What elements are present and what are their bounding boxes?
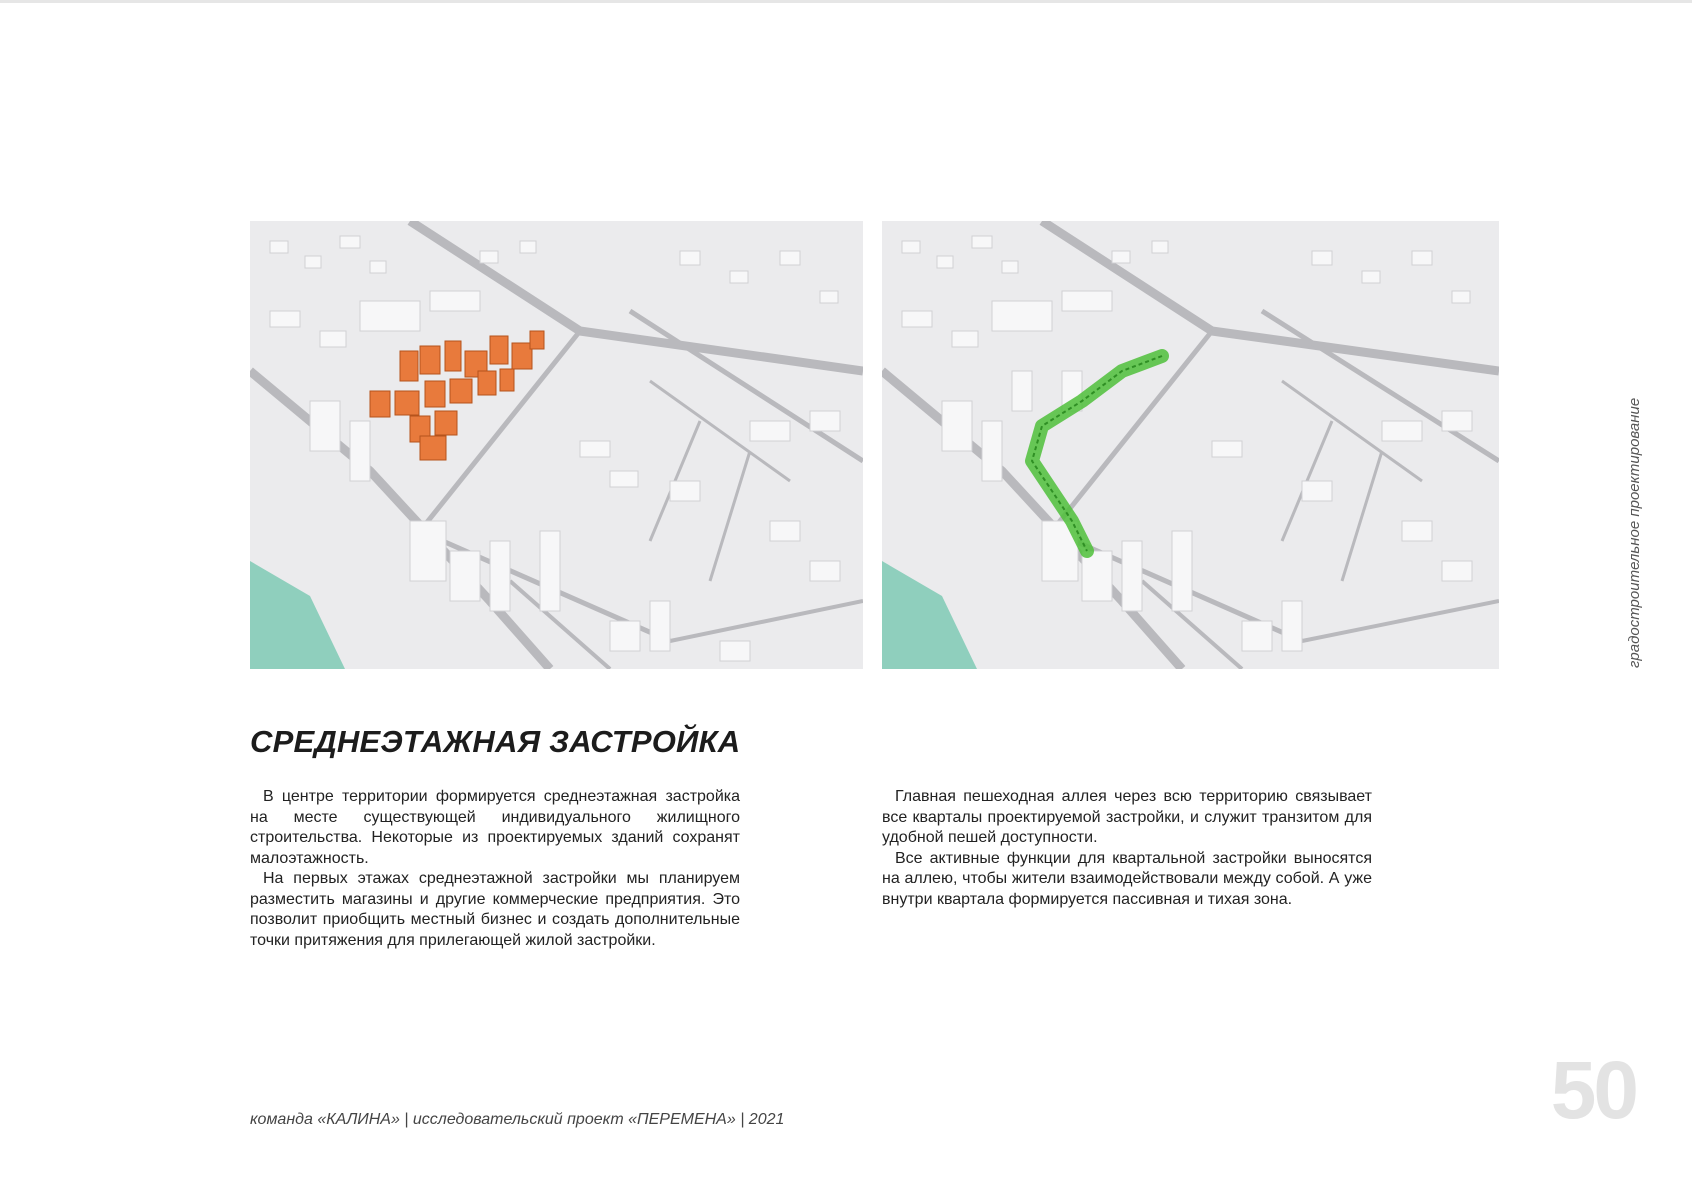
page-number: 50 xyxy=(1550,1045,1636,1136)
paragraph: На первых этажах среднеэтажной застройки мы планируем разместить магазины и другие коммерческие предприятия. Это позволит приобщить местный бизнес и создать дополнительные точки притяжения для прилегающей жилой застройки. xyxy=(250,870,740,949)
map-illustration-left xyxy=(250,221,863,669)
map-illustration-right xyxy=(882,221,1499,669)
map-diagram-middle-rise xyxy=(250,221,863,669)
paragraph: Все активные функции для квартальной застройки выносятся на аллею, чтобы жители взаимодействовали между собой. А уже внутри квартала формируется пассивная и тихая зона. xyxy=(882,849,1372,908)
map-diagram-pedestrian-alley xyxy=(882,221,1499,669)
left-text-column xyxy=(250,787,740,951)
section-title: СРЕДНЕЭТАЖНАЯ ЗАСТРОЙКА xyxy=(250,724,741,759)
paragraph: В центре территории формируется среднеэтажная застройка на месте существующей индивидуального жилищного строительства. Некоторые из проектируемых зданий сохранят малоэтажность. xyxy=(250,788,740,867)
paragraph: Главная пешеходная аллея через всю территорию связывает все кварталы проектируемой застройки, и служит транзитом для удобной пешей доступности. xyxy=(882,788,1372,846)
right-text-column xyxy=(882,787,1372,910)
top-rule xyxy=(0,0,1692,3)
footer-credits: команда «КАЛИНА» | исследовательский проект «ПЕРЕМЕНА» | 2021 xyxy=(250,1111,785,1128)
sidebar-caption: градостроительное проектирование xyxy=(1626,397,1643,668)
